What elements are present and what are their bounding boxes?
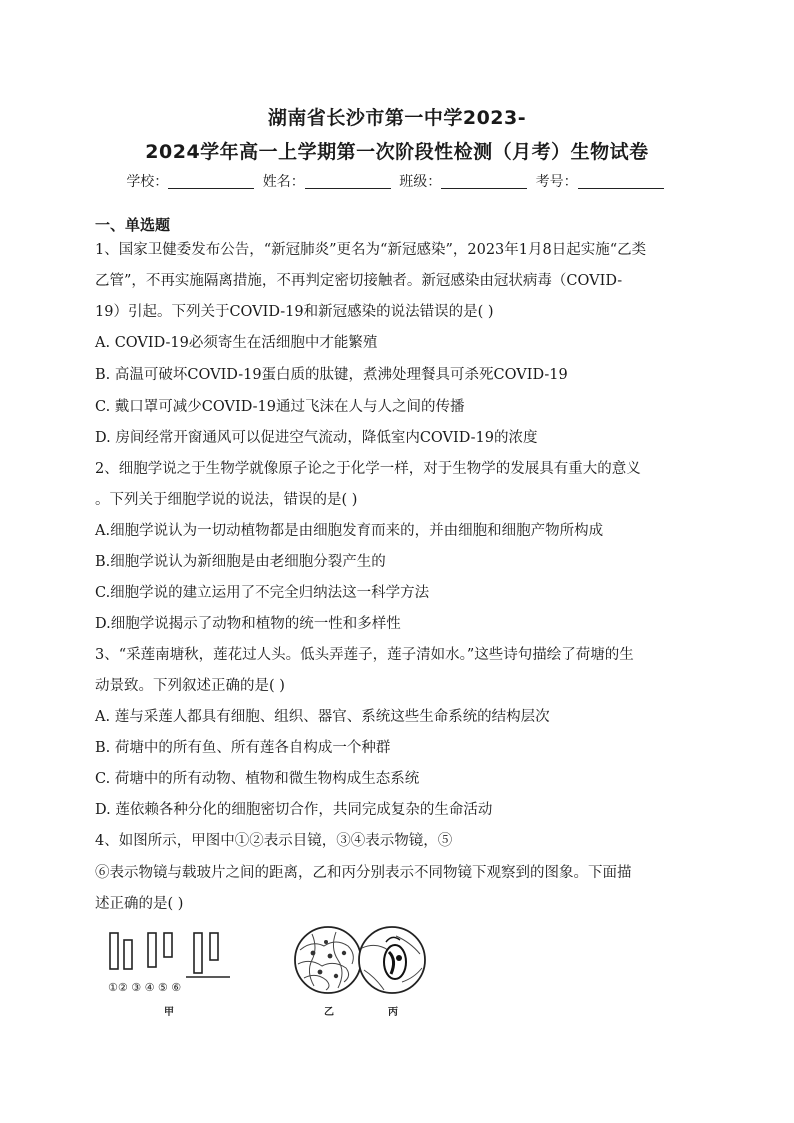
label-bing: 丙: [388, 1007, 398, 1018]
question-4-line-3: 述正确的是( ): [95, 896, 184, 912]
question-2-option-a: A.细胞学说认为一切动植物都是由细胞发育而来的，并由细胞和细胞产物所构成: [95, 523, 604, 539]
question-3-option-c: C. 荷塘中的所有动物、植物和微生物构成生态系统: [95, 771, 420, 787]
objective-6-shape: [210, 933, 218, 960]
question-2-line-1: 2、细胞学说之于生物学就像原子论之于化学一样，对于生物学的发展具有重大的意义: [95, 461, 641, 477]
student-info-row: [0, 171, 794, 191]
question-1-option-a: A. COVID-19必须寄生在活细胞中才能繁殖: [95, 335, 378, 351]
question-1-option-c: C. 戴口罩可减少COVID-19通过飞沫在人与人之间的传播: [95, 399, 465, 415]
question-1-option-b: B. 高温可破坏COVID-19蛋白质的肽键，煮沸处理餐具可杀死COVID-19: [95, 367, 568, 383]
question-2-line-2: 。下列关于细胞学说的说法，错误的是( ): [95, 492, 358, 508]
section-heading: 一、单选题: [95, 216, 171, 234]
eyepiece-2-shape: [124, 940, 132, 969]
number-blank[interactable]: [578, 174, 664, 189]
question-2-option-b: B.细胞学说认为新细胞是由老细胞分裂产生的: [95, 554, 386, 570]
question-2-option-d: D.细胞学说揭示了动物和植物的统一性和多样性: [95, 616, 401, 632]
question-4-line-2: ⑥表示物镜与载玻片之间的距离，乙和丙分别表示不同物镜下观察到的图象。下面描: [95, 865, 632, 881]
objective-3-shape: [148, 933, 156, 967]
question-3-option-d: D. 莲依赖各种分化的细胞密切合作，共同完成复杂的生命活动: [95, 802, 493, 818]
question-1-line-3: 19）引起。下列关于COVID-19和新冠感染的说法错误的是( ): [95, 304, 494, 320]
class-blank[interactable]: [441, 174, 527, 189]
field-bing: [359, 927, 425, 993]
school-blank[interactable]: [168, 174, 254, 189]
lens-numbers: ①② ③ ④ ⑤ ⑥: [108, 981, 182, 994]
name-blank[interactable]: [305, 174, 391, 189]
class-label: 班级：: [399, 174, 442, 190]
question-1-line-1: 1、国家卫健委发布公告，“新冠肺炎”更名为“新冠感染”，2023年1月8日起实施“乙类: [95, 242, 647, 258]
microscope-figure: [100, 920, 440, 1025]
number-label: 考号：: [535, 174, 578, 190]
question-2-option-c: C.细胞学说的建立运用了不完全归纳法这一科学方法: [95, 585, 430, 601]
question-3-option-b: B. 荷塘中的所有鱼、所有莲各自构成一个种群: [95, 740, 391, 756]
field-yi: [295, 927, 361, 993]
school-label: 学校：: [126, 174, 169, 190]
objective-4-shape: [164, 933, 172, 957]
question-1-line-2: 乙管”，不再实施隔离措施，不再判定密切接触者。新冠感染由冠状病毒（COVID-: [95, 273, 623, 289]
question-3-line-1: 3、“采莲南塘秋，莲花过人头。低头弄莲子，莲子清如水。”这些诗句描绘了荷塘的生: [95, 647, 634, 663]
label-jia: 甲: [164, 1007, 174, 1018]
eyepiece-1-shape: [110, 933, 118, 969]
question-3-option-a: A. 莲与采莲人都具有细胞、组织、器官、系统这些生命系统的结构层次: [95, 709, 550, 725]
microscope-figure-svg: [100, 920, 440, 1025]
label-yi: 乙: [324, 1007, 334, 1018]
question-3-line-2: 动景致。下列叙述正确的是( ): [95, 678, 285, 694]
question-4-line-1: 4、如图所示，甲图中①②表示目镜，③④表示物镜，⑤: [95, 833, 453, 849]
name-label: 姓名：: [262, 174, 305, 190]
question-1-option-d: D. 房间经常开窗通风可以促进空气流动，降低室内COVID-19的浓度: [95, 430, 538, 446]
objective-5-shape: [194, 933, 202, 973]
exam-title-line-2: 2024学年高一上学期第一次阶段性检测（月考）生物试卷: [145, 141, 649, 163]
exam-title-line-1: 湖南省长沙市第一中学2023-: [267, 107, 527, 129]
lens-diagram-jia: [110, 933, 230, 977]
